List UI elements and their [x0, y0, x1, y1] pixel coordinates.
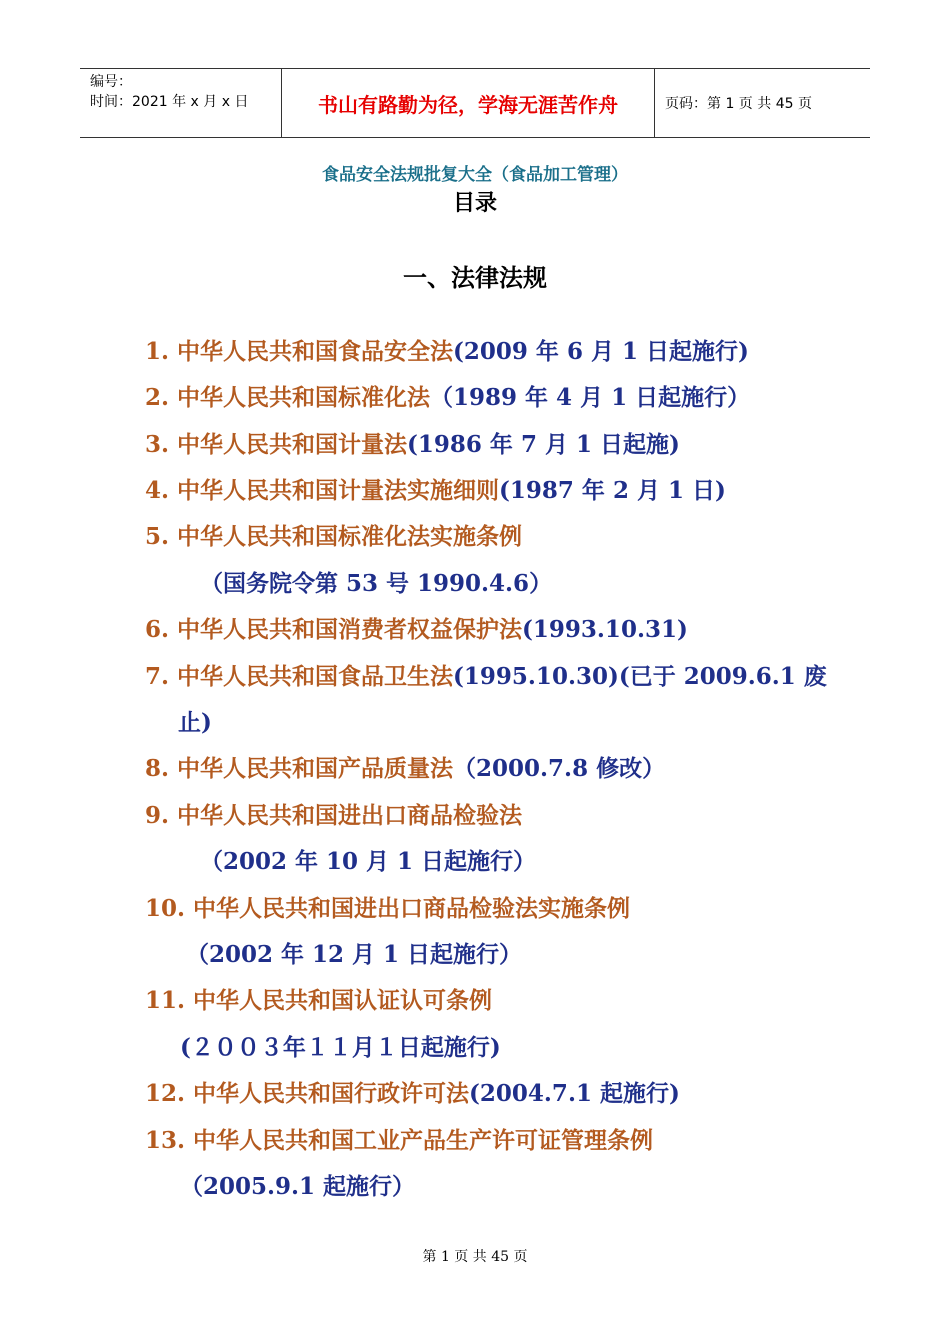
entry-number: 9.: [145, 802, 178, 829]
toc-entry-1[interactable]: [145, 337, 749, 367]
header-motto: 书山有路勤为径，学海无涯苦作舟: [282, 69, 655, 137]
entry-date: (２００３年１１月１日起施行): [180, 1034, 501, 1061]
entry-title: 中华人民共和国认证认可条例: [193, 988, 493, 1014]
header-meta: [80, 69, 282, 137]
toc-entry-10-date: [186, 940, 522, 970]
toc-entry-7-cont: [178, 708, 212, 738]
entry-date: （2005.9.1 起施行）: [180, 1173, 416, 1200]
entry-date: (1993.10.31): [522, 616, 688, 643]
entry-title: 中华人民共和国进出口商品检验法: [177, 803, 523, 829]
entry-date: （国务院令第 53 号 1990.4.6）: [200, 570, 553, 597]
entry-title: 中华人民共和国产品质量法: [177, 756, 454, 782]
entry-number: 6.: [145, 616, 178, 643]
entry-number: 5.: [145, 523, 178, 550]
toc-entry-4[interactable]: [145, 476, 726, 506]
toc-entry-3[interactable]: [145, 430, 680, 460]
entry-title: 中华人民共和国标准化法实施条例: [177, 524, 523, 550]
time-label: 时间：2021 年 x 月 x 日: [90, 94, 249, 110]
entry-date: (1986 年 7 月 1 日起施): [407, 431, 680, 458]
entry-title: 中华人民共和国计量法实施细则: [177, 478, 500, 504]
toc-entry-6[interactable]: [145, 615, 688, 645]
header-page-info: 页码：第 1 页 共 45 页: [665, 96, 812, 112]
entry-title: 中华人民共和国消费者权益保护法: [177, 617, 523, 643]
page-footer: 第 1 页 共 45 页: [422, 1249, 528, 1265]
entry-date: (1987 年 2 月 1 日): [499, 477, 726, 504]
toc-entry-9-date: [200, 847, 536, 877]
entry-date: (2004.7.1 起施行): [469, 1080, 680, 1107]
toc-entry-9[interactable]: [145, 801, 522, 831]
toc-entry-5-date: [200, 569, 552, 599]
entry-number: 10.: [145, 895, 194, 922]
entry-date: (2009 年 6 月 1 日起施行): [453, 338, 749, 365]
entry-date: （2000.7.8 修改）: [453, 755, 666, 782]
toc-entry-7[interactable]: [145, 662, 827, 692]
serial-label: 编号：: [90, 74, 132, 90]
entry-number: 1.: [145, 338, 178, 365]
entry-title: 中华人民共和国食品安全法: [177, 339, 454, 365]
entry-number: 4.: [145, 477, 178, 504]
entry-date: （2002 年 10 月 1 日起施行）: [200, 848, 537, 875]
entry-title: 中华人民共和国标准化法: [177, 385, 431, 411]
toc-heading: 目录: [452, 191, 497, 216]
entry-number: 7.: [145, 663, 178, 690]
entry-date: （1989 年 4 月 1 日起施行）: [430, 384, 751, 411]
section-heading: 一、法律法规: [403, 264, 547, 292]
entry-number: 12.: [145, 1080, 194, 1107]
entry-date-continued: 止): [178, 709, 212, 736]
document-title: 食品安全法规批复大全（食品加工管理）: [322, 165, 628, 185]
entry-title: 中华人民共和国工业产品生产许可证管理条例: [193, 1128, 654, 1154]
entry-date: (1995.10.30)(已于 2009.6.1 废: [453, 663, 827, 690]
entry-date: （2002 年 12 月 1 日起施行）: [186, 941, 523, 968]
entry-title: 中华人民共和国食品卫生法: [177, 664, 454, 690]
toc-entry-8[interactable]: [145, 754, 665, 784]
header-table: [80, 68, 870, 138]
toc-entry-12[interactable]: [145, 1079, 680, 1109]
entry-title: 中华人民共和国进出口商品检验法实施条例: [193, 896, 631, 922]
entry-number: 3.: [145, 431, 178, 458]
toc-entry-5[interactable]: [145, 522, 522, 552]
entry-number: 13.: [145, 1127, 194, 1154]
entry-title: 中华人民共和国计量法: [177, 432, 408, 458]
toc-entry-10[interactable]: [145, 894, 630, 924]
entry-title: 中华人民共和国行政许可法: [193, 1081, 470, 1107]
entry-number: 8.: [145, 755, 178, 782]
toc-entry-11-date: [180, 1033, 501, 1063]
toc-entry-11[interactable]: [145, 986, 492, 1016]
toc-entry-13-date: [180, 1172, 415, 1202]
entry-number: 11.: [145, 987, 194, 1014]
toc-entry-2[interactable]: [145, 383, 750, 413]
entry-number: 2.: [145, 384, 178, 411]
toc-entry-13[interactable]: [145, 1126, 653, 1156]
